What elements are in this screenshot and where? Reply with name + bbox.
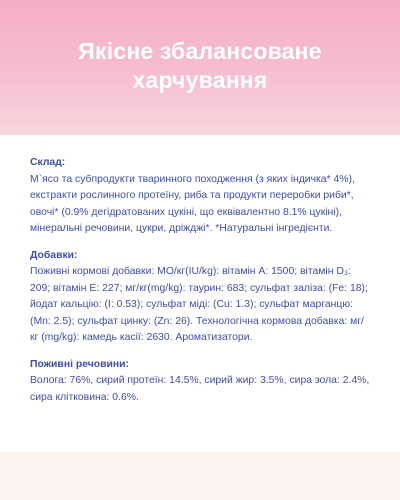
composition-text: М`ясо та субпродукти тваринного походження (з яких індичка* 4%), екстракти рослинного протеїну, риба та продукти переробки риби*, овочі* (0.9% дегідратованих цукіні, що еквівалентно 8.1% цукіні), мінеральні речовини, цукри, дріжджі*. *Натуральні інгредієнти. — [30, 173, 355, 234]
page-title: Якісне збалансоване харчування — [78, 37, 322, 93]
additives-text: Поживні кормові добавки: МО/кг(IU/kg): вітамін A: 1500; вітамін D₃: 209; вітамін E: 227; мг/кг(mg/kg): таурин: 683; сульфат заліза: (Fe: 18); йодат кальцію: (I: 0.53); сульфат міді: (Cu: 1.3); сульфат марганцю: (Mn: 2.5); сульфат цинку: (Zn: 26). Технологічна кормова добавка: мг/кг (mg/kg): камедь касії: 2630. Ароматизатори. — [30, 266, 368, 343]
nutrients-section — [30, 357, 372, 407]
nutrients-heading: Поживні речовини: — [30, 358, 130, 370]
header-banner — [0, 0, 400, 135]
product-info-panel — [0, 135, 400, 452]
additives-heading: Добавки: — [30, 249, 78, 261]
additives-section — [30, 248, 372, 347]
nutrients-text: Волога: 76%, сирий протеїн: 14.5%, сирий жир: 3.5%, сира зола: 2.4%, сира клітковина: 0.6%. — [30, 375, 370, 403]
footer-band — [0, 452, 400, 500]
composition-section — [30, 155, 372, 238]
composition-heading: Склад: — [30, 157, 66, 168]
